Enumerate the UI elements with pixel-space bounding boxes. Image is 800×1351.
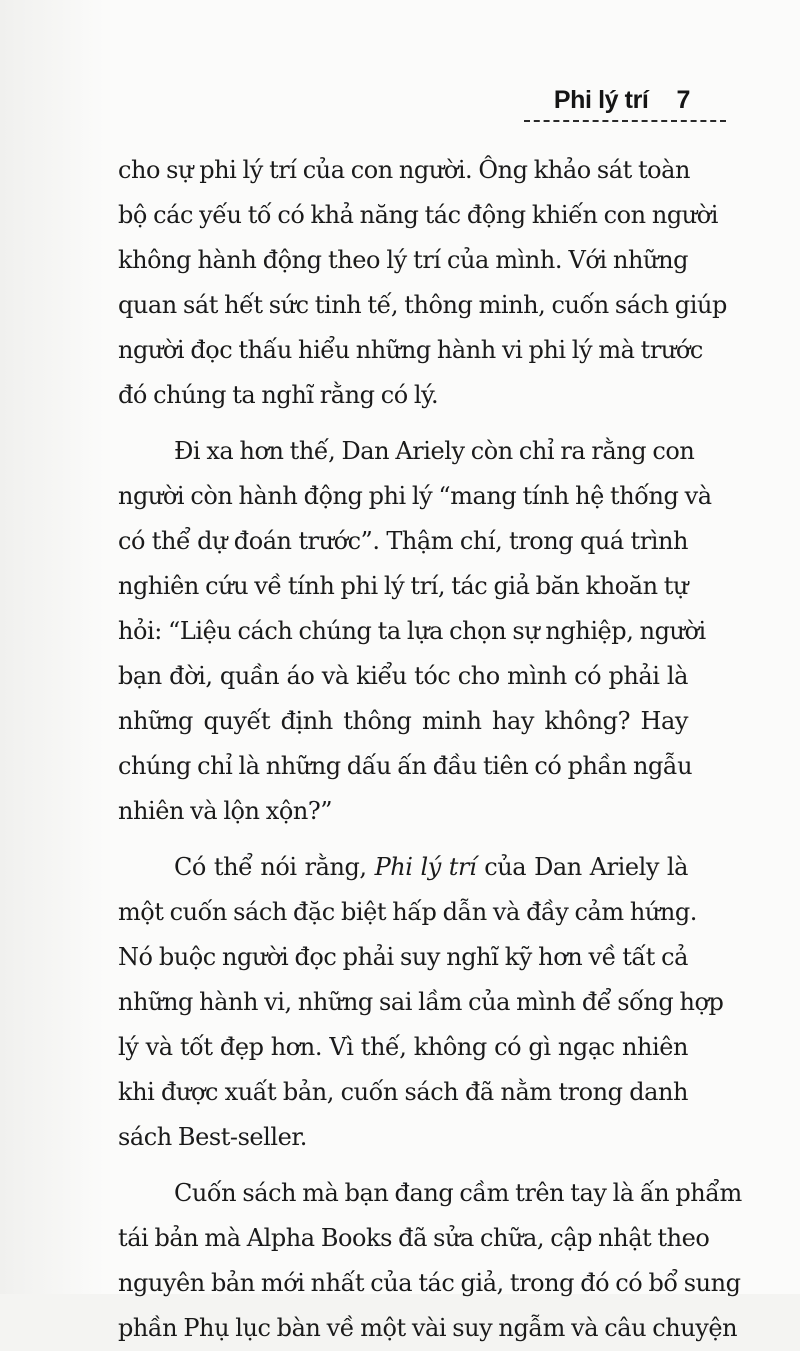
text-line: bộ các yếu tố có khả năng tác động khiến con người [118,201,718,229]
text-line: có thể dự đoán trước”. Thậm chí, trong quá trình [118,527,688,555]
text-line: nguyên bản mới nhất của tác giả, trong đó có bổ sung [118,1269,741,1297]
text-line: bạn đời, quần áo và kiểu tóc cho mình có phải là [118,662,688,690]
text-line [118,845,688,890]
text-line: sách Best-seller. [118,1123,307,1151]
paragraph-3 [118,845,724,1160]
binding-shadow [0,0,105,1294]
text-line: phần Phụ lục bàn về một vài suy ngẫm và câu chuyện [118,1314,738,1342]
paragraph-1 [118,148,727,418]
paragraph-2 [118,429,712,834]
text-line: đó chúng ta nghĩ rằng có lý. [118,381,439,409]
text-line: lý và tốt đẹp hơn. Vì thế, không có gì ngạc nhiên [118,1033,688,1061]
text-line: những hành vi, những sai lầm của mình để sống hợp [118,988,724,1016]
paragraph-4 [118,1171,742,1351]
text-line: nghiên cứu về tính phi lý trí, tác giả băn khoăn tự [118,572,688,600]
text-line: chúng chỉ là những dấu ấn đầu tiên có phần ngẫu [118,752,693,780]
text-line: tái bản mà Alpha Books đã sửa chữa, cập nhật theo [118,1224,710,1252]
body-text [118,148,742,1351]
text-line: nhiên và lộn xộn?” [118,797,333,825]
text-line: cho sự phi lý trí của con người. Ông khảo sát toàn [118,156,691,184]
text-line: hỏi: “Liệu cách chúng ta lựa chọn sự nghiệp, người [118,617,706,645]
page-number: 7 [676,86,690,114]
text-line: những quyết định thông minh hay không? Hay [118,707,688,735]
text-run: của Dan Ariely là [476,853,688,881]
text-line: người còn hành động phi lý “mang tính hệ thống và [118,482,712,510]
header-dashed-rule [524,120,726,122]
running-header [554,86,690,115]
text-run: Có thể nói rằng, [174,853,375,881]
text-line: một cuốn sách đặc biệt hấp dẫn và đầy cảm hứng. [118,898,697,926]
book-title-italic: Phi lý trí [374,853,477,881]
running-header-title: Phi lý trí [553,86,649,114]
text-line: Đi xa hơn thế, Dan Ariely còn chỉ ra rằng con [174,437,695,465]
text-line: người đọc thấu hiểu những hành vi phi lý mà trước [118,336,703,364]
text-line: không hành động theo lý trí của mình. Với những [118,246,688,274]
text-line: Cuốn sách mà bạn đang cầm trên tay là ấn phẩm [174,1179,742,1207]
text-line: Nó buộc người đọc phải suy nghĩ kỹ hơn về tất cả [118,943,688,971]
text-line: quan sát hết sức tinh tế, thông minh, cuốn sách giúp [118,291,727,319]
text-line: khi được xuất bản, cuốn sách đã nằm trong danh [118,1078,688,1106]
